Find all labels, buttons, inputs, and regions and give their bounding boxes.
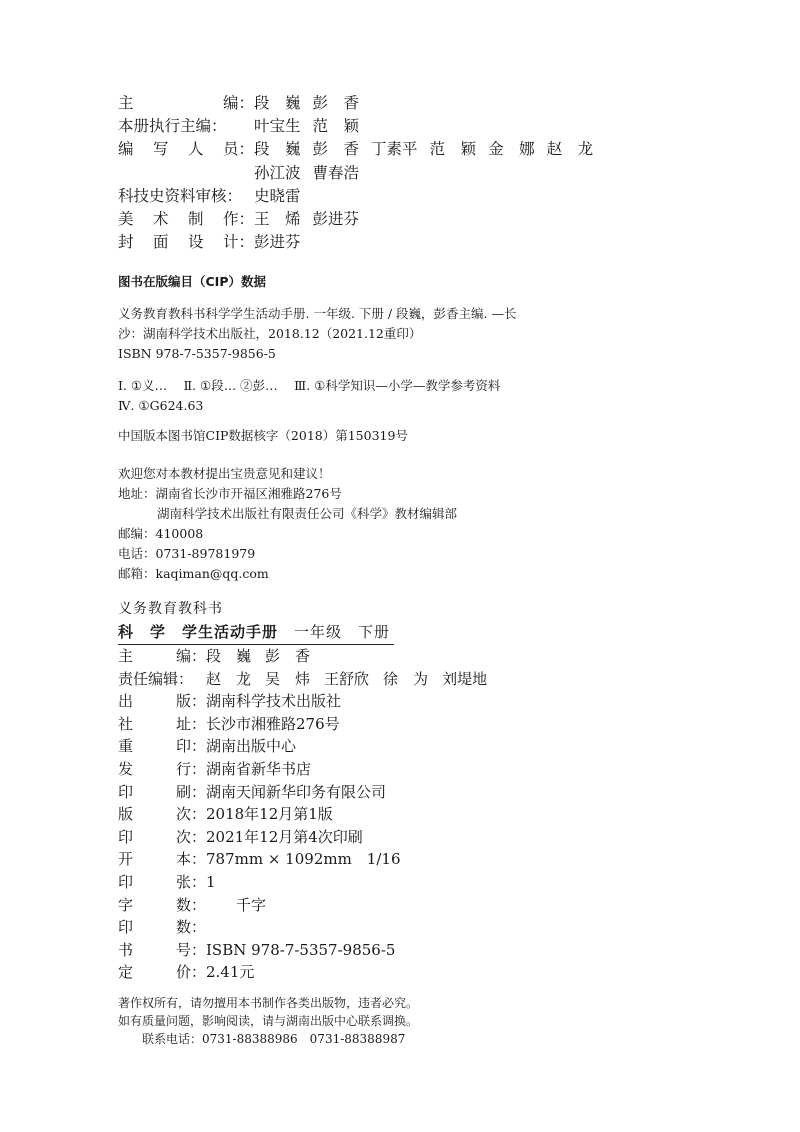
row-value bbox=[254, 231, 313, 254]
row-label bbox=[118, 162, 254, 185]
title-part: 下册 bbox=[358, 623, 391, 641]
label-char: 术 bbox=[152, 210, 169, 229]
row-value bbox=[206, 894, 280, 917]
label-char: 设 bbox=[187, 233, 204, 252]
value-item: 2021年12月第4次印刷 bbox=[206, 827, 363, 846]
phone-value: 0731-89781979 bbox=[155, 546, 256, 561]
label-char: 面 bbox=[152, 233, 169, 252]
row-value bbox=[206, 848, 415, 871]
row-value bbox=[254, 92, 371, 115]
zip-value: 410008 bbox=[155, 526, 204, 541]
label-char: 书 bbox=[118, 940, 134, 959]
credit-row bbox=[118, 939, 501, 962]
value-item: 湖南出版中心 bbox=[206, 737, 297, 756]
value-item: 吴 炜 bbox=[265, 669, 311, 688]
value-item: 湖南省新华书店 bbox=[206, 759, 312, 778]
editorial-credits bbox=[118, 92, 605, 254]
label-char: 科技史资料审核： bbox=[118, 186, 243, 205]
label-char: 印 bbox=[118, 918, 134, 937]
row-label bbox=[118, 115, 254, 138]
email-value: kaqiman@qq.com bbox=[155, 566, 269, 581]
value-item: 范 颖 bbox=[312, 117, 360, 136]
row-value bbox=[206, 668, 501, 691]
row-value bbox=[206, 758, 325, 781]
label-char: 数： bbox=[175, 918, 206, 937]
title-part: 一年级 bbox=[294, 623, 343, 641]
value-item: 2.41元 bbox=[206, 963, 255, 982]
value-item: 千字 bbox=[206, 895, 267, 914]
value-item: 787mm × 1092mm 1/16 bbox=[206, 850, 401, 869]
row-label bbox=[118, 803, 206, 826]
value-item: 叶宝生 bbox=[254, 117, 301, 136]
row-label bbox=[118, 871, 206, 894]
address-line-2: 湖南科学技术出版社有限责任公司《科学》教材编辑部 bbox=[157, 506, 458, 521]
value-item: 刘堤地 bbox=[442, 669, 488, 688]
label-char: 印 bbox=[118, 782, 134, 801]
row-label bbox=[118, 735, 206, 758]
cip-line: 义务教育教科书科学学生活动手册. 一年级. 下册 / 段巍，彭香主编. —长 bbox=[118, 306, 517, 321]
label-char: 本： bbox=[175, 850, 206, 869]
address-label: 地址： bbox=[118, 486, 156, 501]
row-label bbox=[118, 894, 206, 917]
credit-row bbox=[118, 115, 605, 138]
row-label bbox=[118, 781, 206, 804]
label-char: 责任编辑： bbox=[118, 669, 194, 688]
label-char: 印 bbox=[118, 872, 134, 891]
email-label: 邮箱： bbox=[118, 566, 156, 581]
value-item: 赵 龙 bbox=[546, 140, 594, 159]
label-char: 定 bbox=[118, 963, 134, 982]
zip-label: 邮编： bbox=[118, 526, 156, 541]
row-value bbox=[206, 690, 355, 713]
credit-row bbox=[118, 645, 501, 668]
value-item: 范 颖 bbox=[429, 140, 477, 159]
row-value bbox=[254, 138, 605, 161]
label-char: 版： bbox=[175, 692, 206, 711]
label-char: 号： bbox=[175, 940, 206, 959]
credit-row bbox=[118, 848, 501, 871]
footer-notice bbox=[118, 994, 418, 1048]
row-value bbox=[206, 781, 400, 804]
credit-row bbox=[118, 690, 501, 713]
label-char: 社 bbox=[118, 714, 134, 733]
label-char: 主 bbox=[118, 647, 134, 665]
credit-row bbox=[118, 916, 501, 939]
row-label bbox=[118, 138, 254, 161]
credit-row bbox=[118, 894, 501, 917]
book-title bbox=[118, 620, 394, 645]
imprint-section bbox=[118, 598, 501, 984]
value-item: 彭 香 bbox=[312, 94, 360, 112]
value-item: 湖南科学技术出版社 bbox=[206, 692, 342, 711]
value-item: 长沙市湘雅路276号 bbox=[206, 714, 340, 733]
contact-phones: 联系电话：0731-88388986 0731-88388987 bbox=[118, 1032, 406, 1046]
row-label bbox=[118, 916, 206, 939]
label-char: 编 bbox=[118, 140, 134, 159]
credit-row bbox=[118, 185, 605, 208]
row-label bbox=[118, 92, 254, 115]
row-value bbox=[254, 185, 313, 208]
value-item: 丁素平 bbox=[371, 140, 418, 159]
row-value bbox=[206, 871, 230, 894]
imprint-rows bbox=[118, 645, 501, 984]
title-part: 科 学 bbox=[118, 623, 167, 641]
label-char: 字 bbox=[118, 895, 134, 914]
label-char: 重 bbox=[118, 737, 134, 756]
credit-row bbox=[118, 871, 501, 894]
label-char: 出 bbox=[118, 692, 134, 711]
label-char: 发 bbox=[118, 759, 134, 778]
value-item: 曹春浩 bbox=[312, 163, 360, 182]
cip-classification: Ⅰ. ①义… Ⅱ. ①段… ②彭… Ⅲ. ①科学知识—小学—教学参考资料 bbox=[118, 378, 501, 393]
label-char: 址： bbox=[175, 714, 206, 733]
label-char: 写 bbox=[152, 140, 169, 159]
label-char: 员： bbox=[222, 140, 254, 159]
row-label bbox=[118, 231, 254, 254]
value-item: 彭进芬 bbox=[312, 210, 360, 229]
phone-label: 电话： bbox=[118, 546, 156, 561]
row-label bbox=[118, 690, 206, 713]
series-name: 义务教育教科书 bbox=[118, 601, 223, 617]
row-label bbox=[118, 848, 206, 871]
value-item: 金 娜 bbox=[488, 140, 535, 159]
label-char: 印 bbox=[118, 827, 134, 846]
value-item: ISBN 978-7-5357-9856-5 bbox=[206, 940, 396, 959]
credit-row bbox=[118, 138, 605, 161]
row-value bbox=[206, 961, 268, 984]
cip-line: 沙：湖南科学技术出版社，2018.12（2021.12重印） bbox=[118, 326, 422, 341]
value-item: 1 bbox=[206, 872, 216, 891]
label-char: 编： bbox=[175, 647, 206, 665]
credit-row bbox=[118, 803, 501, 826]
row-value bbox=[206, 713, 354, 736]
label-char: 次： bbox=[175, 805, 206, 824]
credit-row bbox=[118, 961, 501, 984]
value-item: 孙江波 bbox=[254, 163, 301, 182]
row-label bbox=[118, 185, 254, 208]
cip-title: 图书在版编目（CIP）数据 bbox=[118, 274, 266, 289]
label-char: 刷： bbox=[175, 782, 206, 801]
row-value bbox=[206, 803, 347, 826]
value-item: 赵 龙 bbox=[206, 669, 252, 688]
row-value bbox=[206, 735, 310, 758]
value-item: 2018年12月第1版 bbox=[206, 805, 333, 824]
value-item: 段 巍 bbox=[254, 140, 301, 159]
credit-row bbox=[118, 668, 501, 691]
label-char: 行： bbox=[175, 759, 206, 778]
row-value bbox=[254, 162, 371, 185]
label-char: 主 bbox=[118, 94, 134, 112]
cip-classification: Ⅳ. ①G624.63 bbox=[118, 398, 204, 413]
title-part: 学生活动手册 bbox=[182, 623, 279, 641]
credit-row bbox=[118, 208, 605, 231]
credit-row bbox=[118, 231, 605, 254]
row-value bbox=[254, 115, 371, 138]
value-item: 段 巍 bbox=[254, 94, 301, 112]
credit-row bbox=[118, 92, 605, 115]
label-char: 数： bbox=[175, 895, 206, 914]
contact-info bbox=[118, 464, 517, 584]
label-char: 封 bbox=[118, 233, 134, 252]
quality-notice: 如有质量问题，影响阅读，请与湖南出版中心联系调换。 bbox=[118, 1014, 419, 1028]
label-char: 编： bbox=[222, 94, 254, 112]
row-label bbox=[118, 208, 254, 231]
value-item: 湖南天闻新华印务有限公司 bbox=[206, 782, 387, 801]
welcome-text: 欢迎您对本教材提出宝贵意见和建议！ bbox=[118, 466, 331, 481]
copyright-notice: 著作权所有，请勿擅用本书制作各类出版物，违者必究。 bbox=[118, 996, 419, 1010]
label-char: 印： bbox=[175, 737, 206, 756]
label-char: 张： bbox=[175, 872, 206, 891]
label-char: 美 bbox=[118, 210, 134, 229]
value-item: 史晓雷 bbox=[254, 186, 301, 205]
cip-data-section bbox=[118, 272, 517, 584]
label-char: 人 bbox=[187, 140, 204, 159]
credit-row bbox=[118, 735, 501, 758]
credit-row bbox=[118, 162, 605, 185]
value-item: 彭 香 bbox=[312, 140, 360, 159]
label-char: 价： bbox=[175, 963, 206, 982]
label-char: 次： bbox=[175, 827, 206, 846]
value-item: 王 烯 bbox=[254, 210, 301, 229]
value-item: 王舒欣 bbox=[324, 669, 370, 688]
label-char: 计： bbox=[222, 233, 254, 252]
credit-row bbox=[118, 713, 501, 736]
value-item: 彭 香 bbox=[265, 647, 311, 665]
credit-row bbox=[118, 781, 501, 804]
label-char: 制 bbox=[187, 210, 204, 229]
row-label bbox=[118, 713, 206, 736]
cip-record-number: 中国版本图书馆CIP数据核字（2018）第150319号 bbox=[118, 428, 408, 443]
row-label bbox=[118, 668, 206, 691]
credit-row bbox=[118, 826, 501, 849]
row-label bbox=[118, 939, 206, 962]
row-value bbox=[206, 826, 377, 849]
label-char: 作： bbox=[222, 210, 254, 229]
credit-row bbox=[118, 758, 501, 781]
label-char: 开 bbox=[118, 850, 134, 869]
value-item: 徐 为 bbox=[383, 669, 429, 688]
label-char: 本册执行主编： bbox=[118, 117, 227, 136]
label-char: 版 bbox=[118, 805, 134, 824]
cip-isbn: ISBN 978-7-5357-9856-5 bbox=[118, 346, 276, 361]
value-item: 彭进芬 bbox=[254, 233, 301, 252]
row-label bbox=[118, 645, 206, 668]
row-value bbox=[206, 939, 409, 962]
row-label bbox=[118, 961, 206, 984]
row-label bbox=[118, 826, 206, 849]
row-label bbox=[118, 758, 206, 781]
value-item: 段 巍 bbox=[206, 647, 252, 665]
row-value bbox=[254, 208, 371, 231]
row-value bbox=[206, 645, 324, 668]
address-value: 湖南省长沙市开福区湘雅路276号 bbox=[155, 486, 342, 501]
